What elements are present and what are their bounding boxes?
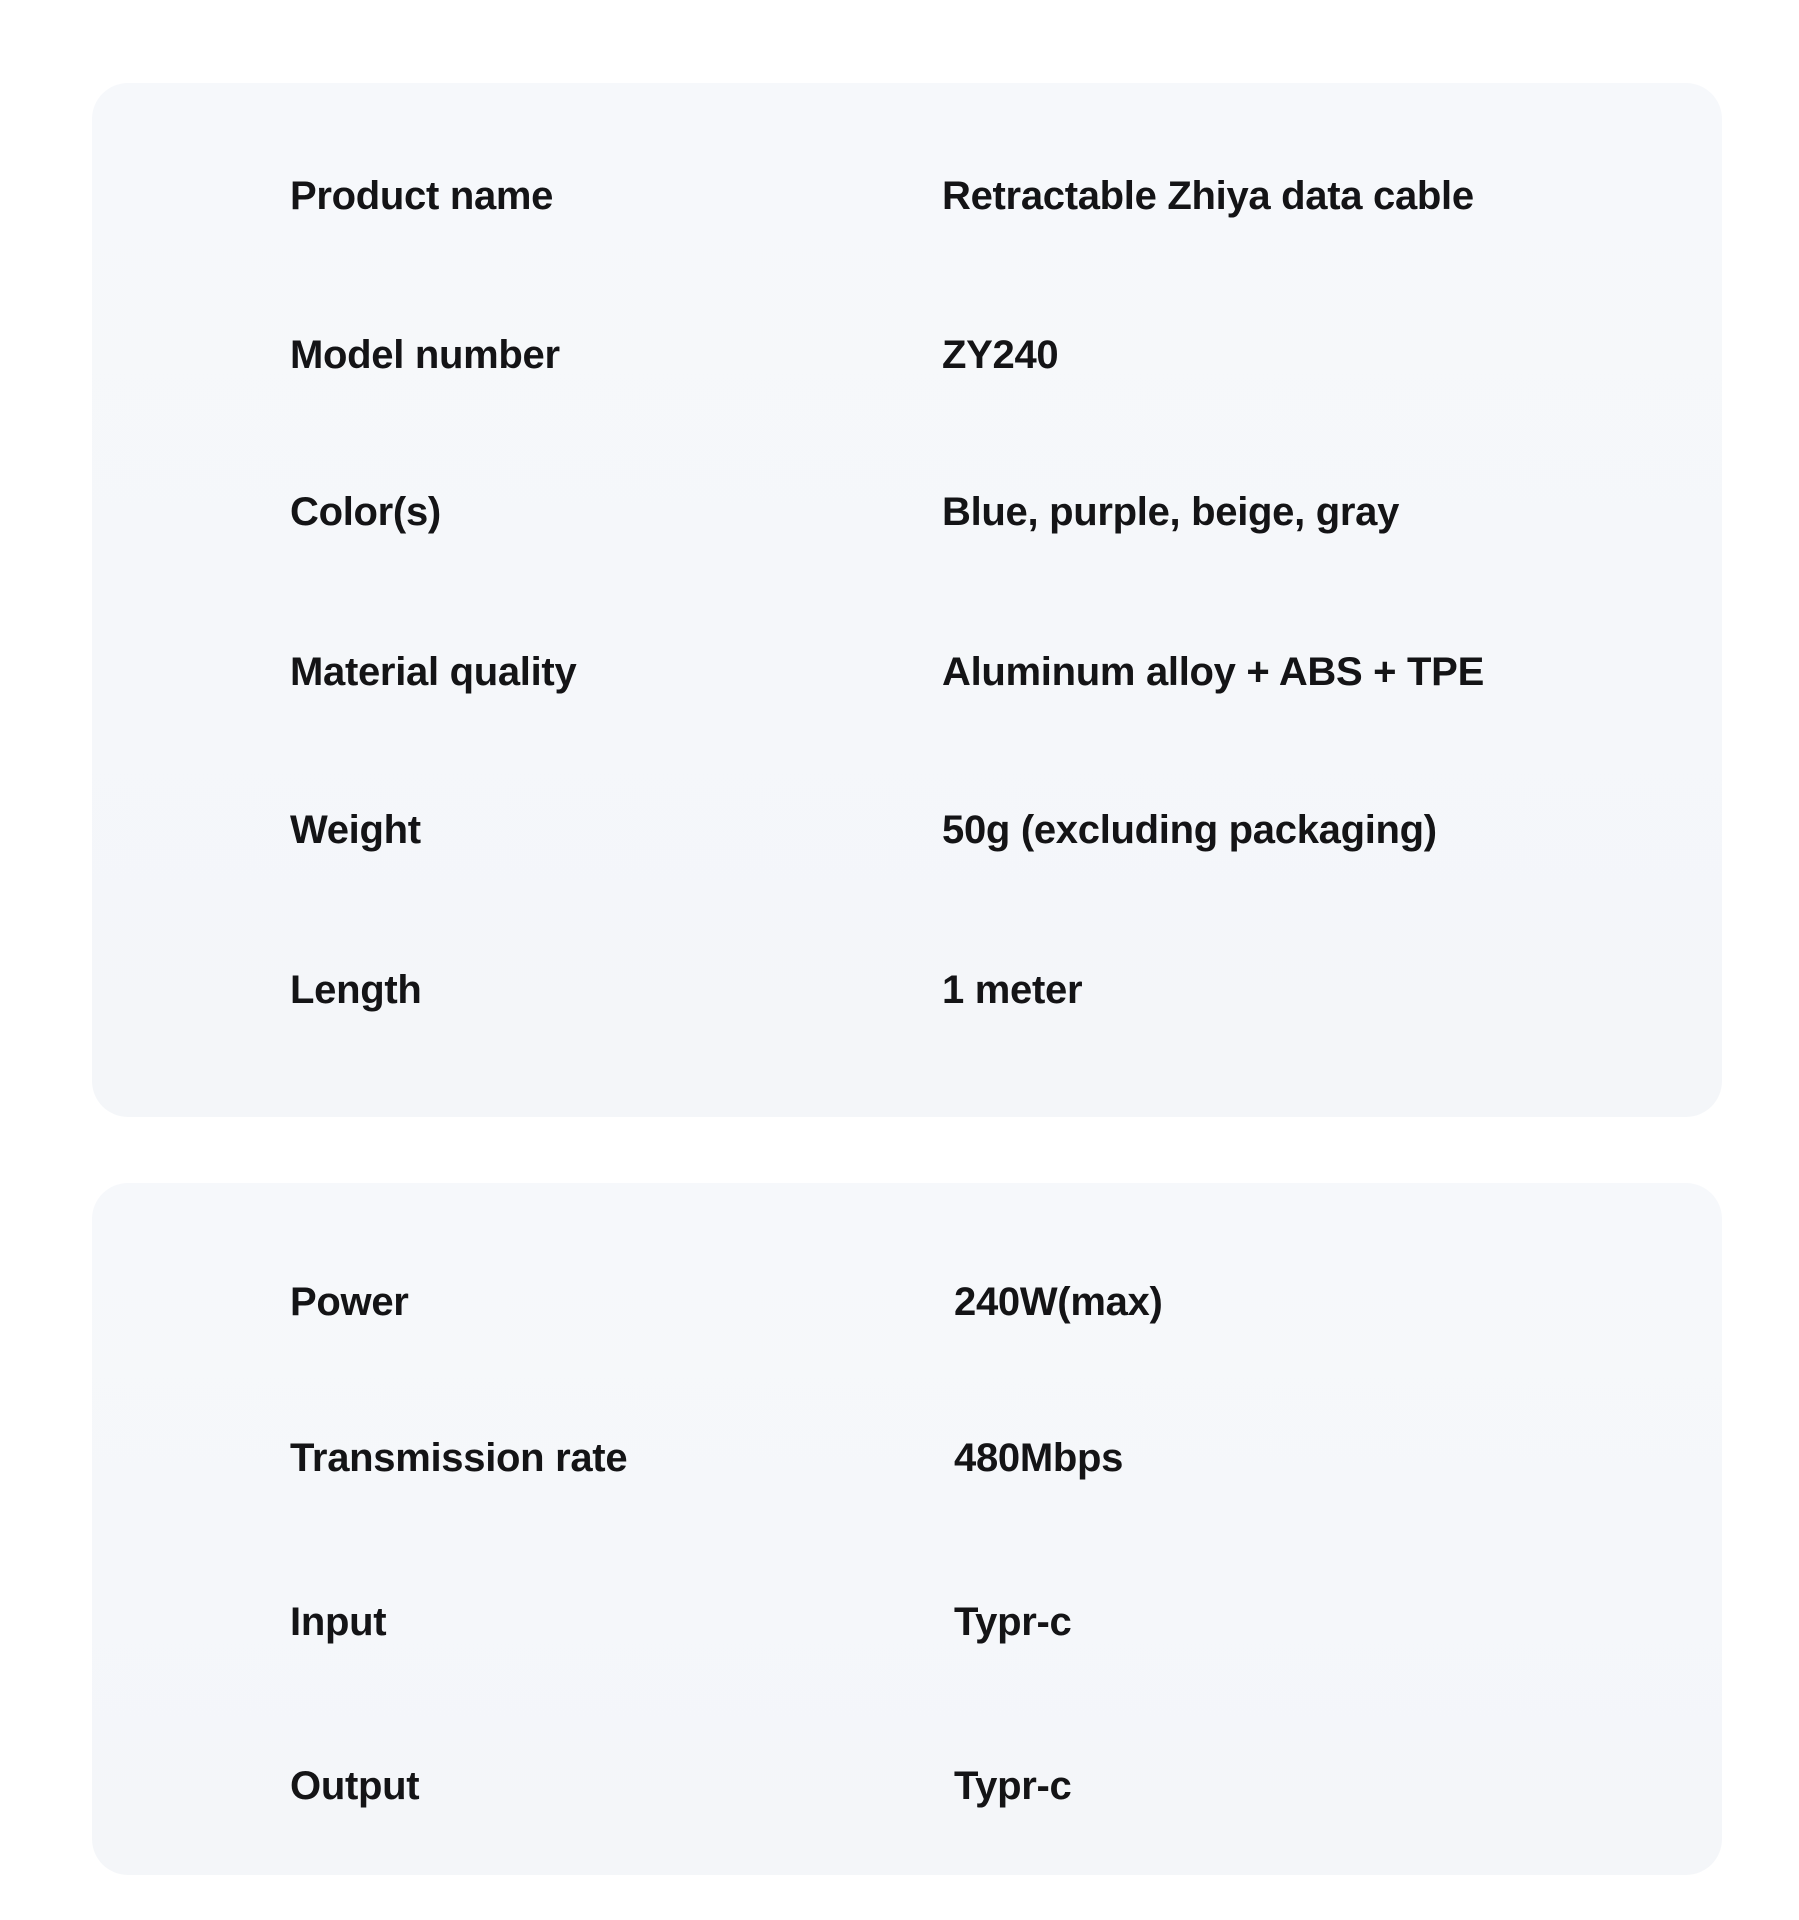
spec-value: 50g (excluding packaging) [942,808,1437,852]
spec-value: Aluminum alloy + ABS + TPE [942,650,1484,694]
spec-row-output [290,1758,1682,1814]
spec-row-colors [290,484,1682,540]
spec-value: Typr-c [954,1600,1072,1644]
spec-value: Retractable Zhiya data cable [942,174,1474,218]
spec-row-material [290,644,1682,700]
spec-value: ZY240 [942,333,1059,377]
power-spec-panel [92,1183,1722,1875]
spec-label: Output [290,1764,420,1808]
spec-label: Power [290,1280,409,1324]
spec-value: 1 meter [942,968,1083,1012]
spec-label: Length [290,968,422,1012]
spec-label: Material quality [290,650,577,694]
spec-label: Weight [290,808,421,852]
spec-label: Product name [290,174,554,218]
spec-label: Transmission rate [290,1436,628,1480]
spec-row-length [290,962,1682,1018]
spec-label: Input [290,1600,387,1644]
spec-row-input [290,1594,1682,1650]
spec-row-weight [290,802,1682,858]
spec-row-power [290,1274,1682,1330]
spec-label: Model number [290,333,560,377]
spec-row-model-number [290,327,1682,383]
spec-row-transmission-rate [290,1430,1682,1486]
spec-row-product-name [290,168,1682,224]
spec-value: 480Mbps [954,1436,1124,1480]
spec-value: Blue, purple, beige, gray [942,490,1400,534]
spec-value: Typr-c [954,1764,1072,1808]
spec-value: 240W(max) [954,1280,1163,1324]
spec-label: Color(s) [290,490,441,534]
general-spec-panel [92,83,1722,1117]
